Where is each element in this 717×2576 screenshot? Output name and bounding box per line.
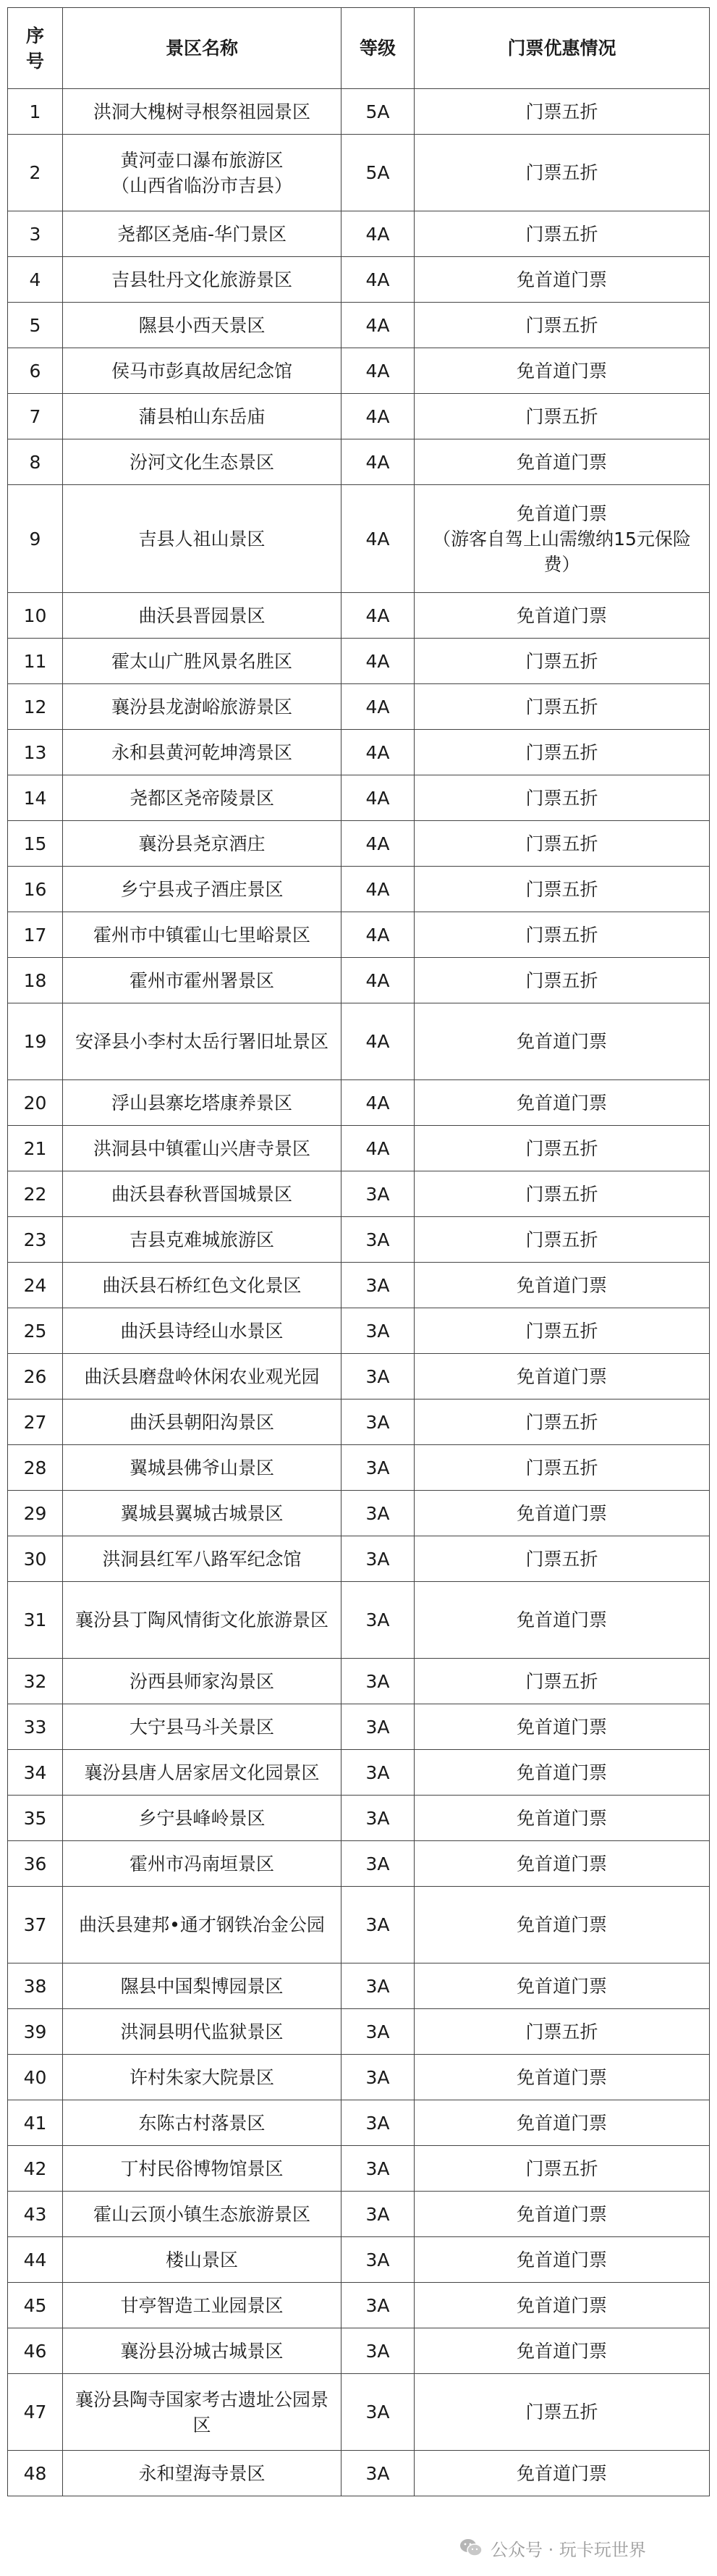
ticket-discount-cell: 门票五折 [415,1126,710,1171]
row-index-cell: 48 [8,2451,63,2496]
table-row [8,775,710,821]
grade-cell: 3A [341,2192,415,2237]
scenic-name-cell: 翼城县佛爷山景区 [63,1445,341,1491]
scenic-name-cell: 襄汾县陶寺国家考古遗址公园景区 [63,2374,341,2451]
scenic-name-cell: 吉县克难城旅游区 [63,1217,341,1263]
row-index-cell: 2 [8,135,63,211]
row-index-cell: 20 [8,1080,63,1126]
ticket-discount-cell: 免首道门票 [415,2283,710,2328]
grade-cell: 5A [341,89,415,135]
ticket-discount-cell: 免首道门票 [415,1080,710,1126]
row-index-cell: 32 [8,1659,63,1704]
row-index-cell: 36 [8,1841,63,1887]
table-row [8,1354,710,1399]
ticket-discount-cell: 门票五折 [415,730,710,775]
table-row [8,2100,710,2146]
scenic-name-cell: 蒲县柏山东岳庙 [63,394,341,439]
scenic-name-cell: 东陈古村落景区 [63,2100,341,2146]
table-row [8,1171,710,1217]
row-index-cell: 13 [8,730,63,775]
grade-cell: 3A [341,1704,415,1750]
scenic-name-cell: 丁村民俗博物馆景区 [63,2146,341,2192]
scenic-name-cell: 隰县小西天景区 [63,303,341,348]
ticket-discount-cell: 免首道门票 （游客自驾上山需缴纳15元保险费） [415,485,710,593]
row-index-cell: 17 [8,912,63,958]
grade-cell: 3A [341,2100,415,2146]
row-index-cell: 4 [8,257,63,303]
grade-cell: 4A [341,730,415,775]
table-row [8,2146,710,2192]
grade-cell: 3A [341,1217,415,1263]
table-row [8,593,710,639]
grade-cell: 4A [341,593,415,639]
table-row [8,257,710,303]
table-row [8,89,710,135]
row-index-cell: 5 [8,303,63,348]
row-index-cell: 3 [8,211,63,257]
scenic-name-cell: 洪洞县明代监狱景区 [63,2009,341,2055]
row-index-cell: 34 [8,1750,63,1796]
row-index-cell: 47 [8,2374,63,2451]
ticket-discount-cell: 门票五折 [415,1399,710,1445]
grade-cell: 3A [341,2237,415,2283]
grade-cell: 3A [341,1308,415,1354]
scenic-name-cell: 翼城县翼城古城景区 [63,1491,341,1536]
grade-cell: 4A [341,775,415,821]
scenic-name-cell: 尧都区尧帝陵景区 [63,775,341,821]
ticket-discount-cell: 门票五折 [415,89,710,135]
table-row [8,2192,710,2237]
table-row [8,1263,710,1308]
grade-cell: 4A [341,394,415,439]
row-index-cell: 33 [8,1704,63,1750]
ticket-discount-cell: 门票五折 [415,135,710,211]
ticket-discount-cell: 免首道门票 [415,1750,710,1796]
scenic-name-cell: 洪洞大槐树寻根祭祖园景区 [63,89,341,135]
row-index-cell: 8 [8,439,63,485]
ticket-discount-cell: 门票五折 [415,639,710,684]
scenic-discount-table [7,7,710,2496]
grade-cell: 4A [341,1003,415,1080]
header-index: 序号 [8,8,63,89]
table-body [8,89,710,2496]
ticket-discount-cell: 免首道门票 [415,1491,710,1536]
ticket-discount-cell: 门票五折 [415,684,710,730]
scenic-name-cell: 襄汾县汾城古城景区 [63,2328,341,2374]
grade-cell: 4A [341,1126,415,1171]
scenic-name-cell: 襄汾县龙澍峪旅游景区 [63,684,341,730]
scenic-name-cell: 曲沃县朝阳沟景区 [63,1399,341,1445]
table-row [8,2055,710,2100]
grade-cell: 3A [341,1263,415,1308]
ticket-discount-cell: 门票五折 [415,867,710,912]
grade-cell: 4A [341,639,415,684]
table-row [8,1080,710,1126]
table-row [8,2328,710,2374]
scenic-name-cell: 襄汾县丁陶风情街文化旅游景区 [63,1582,341,1659]
scenic-name-cell: 曲沃县诗经山水景区 [63,1308,341,1354]
table-row [8,1704,710,1750]
ticket-discount-cell: 门票五折 [415,1171,710,1217]
table-row [8,1887,710,1963]
ticket-discount-cell: 免首道门票 [415,2055,710,2100]
scenic-name-cell: 许村朱家大院景区 [63,2055,341,2100]
ticket-discount-cell: 免首道门票 [415,1887,710,1963]
ticket-discount-cell: 门票五折 [415,211,710,257]
table-header-row [8,8,710,89]
table-row [8,1841,710,1887]
row-index-cell: 25 [8,1308,63,1354]
grade-cell: 4A [341,912,415,958]
grade-cell: 3A [341,1171,415,1217]
ticket-discount-cell: 免首道门票 [415,1963,710,2009]
table-row [8,348,710,394]
ticket-discount-cell: 门票五折 [415,2374,710,2451]
ticket-discount-cell: 免首道门票 [415,1263,710,1308]
scenic-name-cell: 曲沃县晋园景区 [63,593,341,639]
grade-cell: 4A [341,257,415,303]
ticket-discount-cell: 免首道门票 [415,2100,710,2146]
grade-cell: 3A [341,1796,415,1841]
row-index-cell: 10 [8,593,63,639]
grade-cell: 3A [341,1841,415,1887]
scenic-name-cell: 霍州市中镇霍山七里峪景区 [63,912,341,958]
grade-cell: 3A [341,2146,415,2192]
table-row [8,2374,710,2451]
row-index-cell: 31 [8,1582,63,1659]
ticket-discount-cell: 免首道门票 [415,2192,710,2237]
grade-cell: 4A [341,958,415,1003]
ticket-discount-cell: 门票五折 [415,958,710,1003]
row-index-cell: 30 [8,1536,63,1582]
table-row [8,135,710,211]
ticket-discount-cell: 免首道门票 [415,1354,710,1399]
table-row [8,1659,710,1704]
scenic-name-cell: 霍州市冯南垣景区 [63,1841,341,1887]
watermark-text: 公众号 · 玩卡玩世界 [491,2539,646,2560]
scenic-name-cell: 乡宁县峰岭景区 [63,1796,341,1841]
grade-cell: 4A [341,1080,415,1126]
grade-cell: 4A [341,439,415,485]
row-index-cell: 26 [8,1354,63,1399]
grade-cell: 4A [341,485,415,593]
grade-cell: 4A [341,684,415,730]
scenic-name-cell: 吉县牡丹文化旅游景区 [63,257,341,303]
table-row [8,912,710,958]
scenic-name-cell: 霍山云顶小镇生态旅游景区 [63,2192,341,2237]
scenic-name-cell: 浮山县寨圪塔康养景区 [63,1080,341,1126]
row-index-cell: 37 [8,1887,63,1963]
ticket-discount-cell: 门票五折 [415,2146,710,2192]
grade-cell: 3A [341,2328,415,2374]
header-scenic-name: 景区名称 [63,8,341,89]
scenic-name-cell: 永和县黄河乾坤湾景区 [63,730,341,775]
ticket-discount-cell: 免首道门票 [415,2237,710,2283]
scenic-name-cell: 安泽县小李村太岳行署旧址景区 [63,1003,341,1080]
ticket-discount-cell: 门票五折 [415,2009,710,2055]
row-index-cell: 27 [8,1399,63,1445]
scenic-name-cell: 侯马市彭真故居纪念馆 [63,348,341,394]
ticket-discount-cell: 免首道门票 [415,593,710,639]
scenic-name-cell: 尧都区尧庙-华门景区 [63,211,341,257]
ticket-discount-cell: 免首道门票 [415,439,710,485]
table-row [8,394,710,439]
ticket-discount-cell: 门票五折 [415,394,710,439]
grade-cell: 3A [341,1750,415,1796]
row-index-cell: 46 [8,2328,63,2374]
table-row [8,211,710,257]
row-index-cell: 45 [8,2283,63,2328]
grade-cell: 4A [341,821,415,867]
row-index-cell: 21 [8,1126,63,1171]
table-row [8,485,710,593]
scenic-name-cell: 洪洞县中镇霍山兴唐寺景区 [63,1126,341,1171]
scenic-name-cell: 曲沃县春秋晋国城景区 [63,1171,341,1217]
grade-cell: 3A [341,1963,415,2009]
ticket-discount-cell: 门票五折 [415,912,710,958]
row-index-cell: 11 [8,639,63,684]
grade-cell: 3A [341,1445,415,1491]
row-index-cell: 9 [8,485,63,593]
wechat-icon [459,2538,483,2558]
grade-cell: 3A [341,1491,415,1536]
scenic-name-cell: 乡宁县戎子酒庄景区 [63,867,341,912]
scenic-name-cell: 楼山景区 [63,2237,341,2283]
ticket-discount-cell: 门票五折 [415,1659,710,1704]
ticket-discount-cell: 门票五折 [415,821,710,867]
table-row [8,1750,710,1796]
ticket-discount-cell: 免首道门票 [415,257,710,303]
scenic-name-cell: 隰县中国梨博园景区 [63,1963,341,2009]
table-row [8,1445,710,1491]
scenic-name-cell: 黄河壶口瀑布旅游区 （山西省临汾市吉县） [63,135,341,211]
table-row [8,1582,710,1659]
grade-cell: 3A [341,2283,415,2328]
row-index-cell: 1 [8,89,63,135]
ticket-discount-cell: 免首道门票 [415,2451,710,2496]
row-index-cell: 19 [8,1003,63,1080]
scenic-name-cell: 曲沃县磨盘岭休闲农业观光园 [63,1354,341,1399]
table-row [8,684,710,730]
ticket-discount-cell: 门票五折 [415,775,710,821]
grade-cell: 3A [341,2009,415,2055]
table-row [8,1003,710,1080]
ticket-discount-cell: 门票五折 [415,303,710,348]
grade-cell: 3A [341,2451,415,2496]
grade-cell: 4A [341,211,415,257]
ticket-discount-cell: 免首道门票 [415,1796,710,1841]
row-index-cell: 43 [8,2192,63,2237]
ticket-discount-cell: 免首道门票 [415,2328,710,2374]
ticket-discount-cell: 门票五折 [415,1445,710,1491]
table-row [8,730,710,775]
scenic-name-cell: 襄汾县唐人居家居文化园景区 [63,1750,341,1796]
grade-cell: 3A [341,1582,415,1659]
row-index-cell: 14 [8,775,63,821]
table-row [8,1491,710,1536]
row-index-cell: 23 [8,1217,63,1263]
table-row [8,1963,710,2009]
table-row [8,2237,710,2283]
table-row [8,867,710,912]
table-row [8,821,710,867]
table-row [8,1796,710,1841]
row-index-cell: 6 [8,348,63,394]
grade-cell: 3A [341,2374,415,2451]
scenic-name-cell: 洪洞县红军八路军纪念馆 [63,1536,341,1582]
scenic-name-cell: 曲沃县建邦•通才钢铁冶金公园 [63,1887,341,1963]
scenic-name-cell: 大宁县马斗关景区 [63,1704,341,1750]
row-index-cell: 22 [8,1171,63,1217]
row-index-cell: 29 [8,1491,63,1536]
row-index-cell: 24 [8,1263,63,1308]
scenic-name-cell: 汾河文化生态景区 [63,439,341,485]
table-row [8,1399,710,1445]
table-row [8,958,710,1003]
row-index-cell: 28 [8,1445,63,1491]
scenic-name-cell: 襄汾县尧京酒庄 [63,821,341,867]
table-row [8,639,710,684]
grade-cell: 3A [341,1354,415,1399]
row-index-cell: 15 [8,821,63,867]
table-row [8,2283,710,2328]
ticket-discount-cell: 门票五折 [415,1308,710,1354]
row-index-cell: 41 [8,2100,63,2146]
scenic-name-cell: 汾西县师家沟景区 [63,1659,341,1704]
table-row [8,2451,710,2496]
row-index-cell: 44 [8,2237,63,2283]
table-row [8,2009,710,2055]
row-index-cell: 35 [8,1796,63,1841]
grade-cell: 3A [341,1399,415,1445]
table-row [8,1536,710,1582]
watermark [459,2533,646,2562]
scenic-name-cell: 曲沃县石桥红色文化景区 [63,1263,341,1308]
scenic-name-cell: 甘亭智造工业园景区 [63,2283,341,2328]
table-row [8,1126,710,1171]
grade-cell: 3A [341,1887,415,1963]
header-grade: 等级 [341,8,415,89]
row-index-cell: 40 [8,2055,63,2100]
table-row [8,1217,710,1263]
grade-cell: 4A [341,867,415,912]
ticket-discount-cell: 免首道门票 [415,348,710,394]
row-index-cell: 38 [8,1963,63,2009]
table-row [8,303,710,348]
row-index-cell: 39 [8,2009,63,2055]
ticket-discount-cell: 免首道门票 [415,1582,710,1659]
grade-cell: 4A [341,348,415,394]
scenic-name-cell: 吉县人祖山景区 [63,485,341,593]
row-index-cell: 7 [8,394,63,439]
row-index-cell: 42 [8,2146,63,2192]
row-index-cell: 18 [8,958,63,1003]
grade-cell: 3A [341,2055,415,2100]
ticket-discount-cell: 门票五折 [415,1217,710,1263]
ticket-discount-cell: 免首道门票 [415,1704,710,1750]
header-ticket-discount: 门票优惠情况 [415,8,710,89]
ticket-discount-cell: 免首道门票 [415,1841,710,1887]
scenic-name-cell: 永和望海寺景区 [63,2451,341,2496]
ticket-discount-cell: 门票五折 [415,1536,710,1582]
table-row [8,439,710,485]
row-index-cell: 12 [8,684,63,730]
grade-cell: 5A [341,135,415,211]
ticket-discount-cell: 免首道门票 [415,1003,710,1080]
grade-cell: 4A [341,303,415,348]
row-index-cell: 16 [8,867,63,912]
table-row [8,1308,710,1354]
scenic-name-cell: 霍太山广胜风景名胜区 [63,639,341,684]
grade-cell: 3A [341,1659,415,1704]
grade-cell: 3A [341,1536,415,1582]
scenic-name-cell: 霍州市霍州署景区 [63,958,341,1003]
